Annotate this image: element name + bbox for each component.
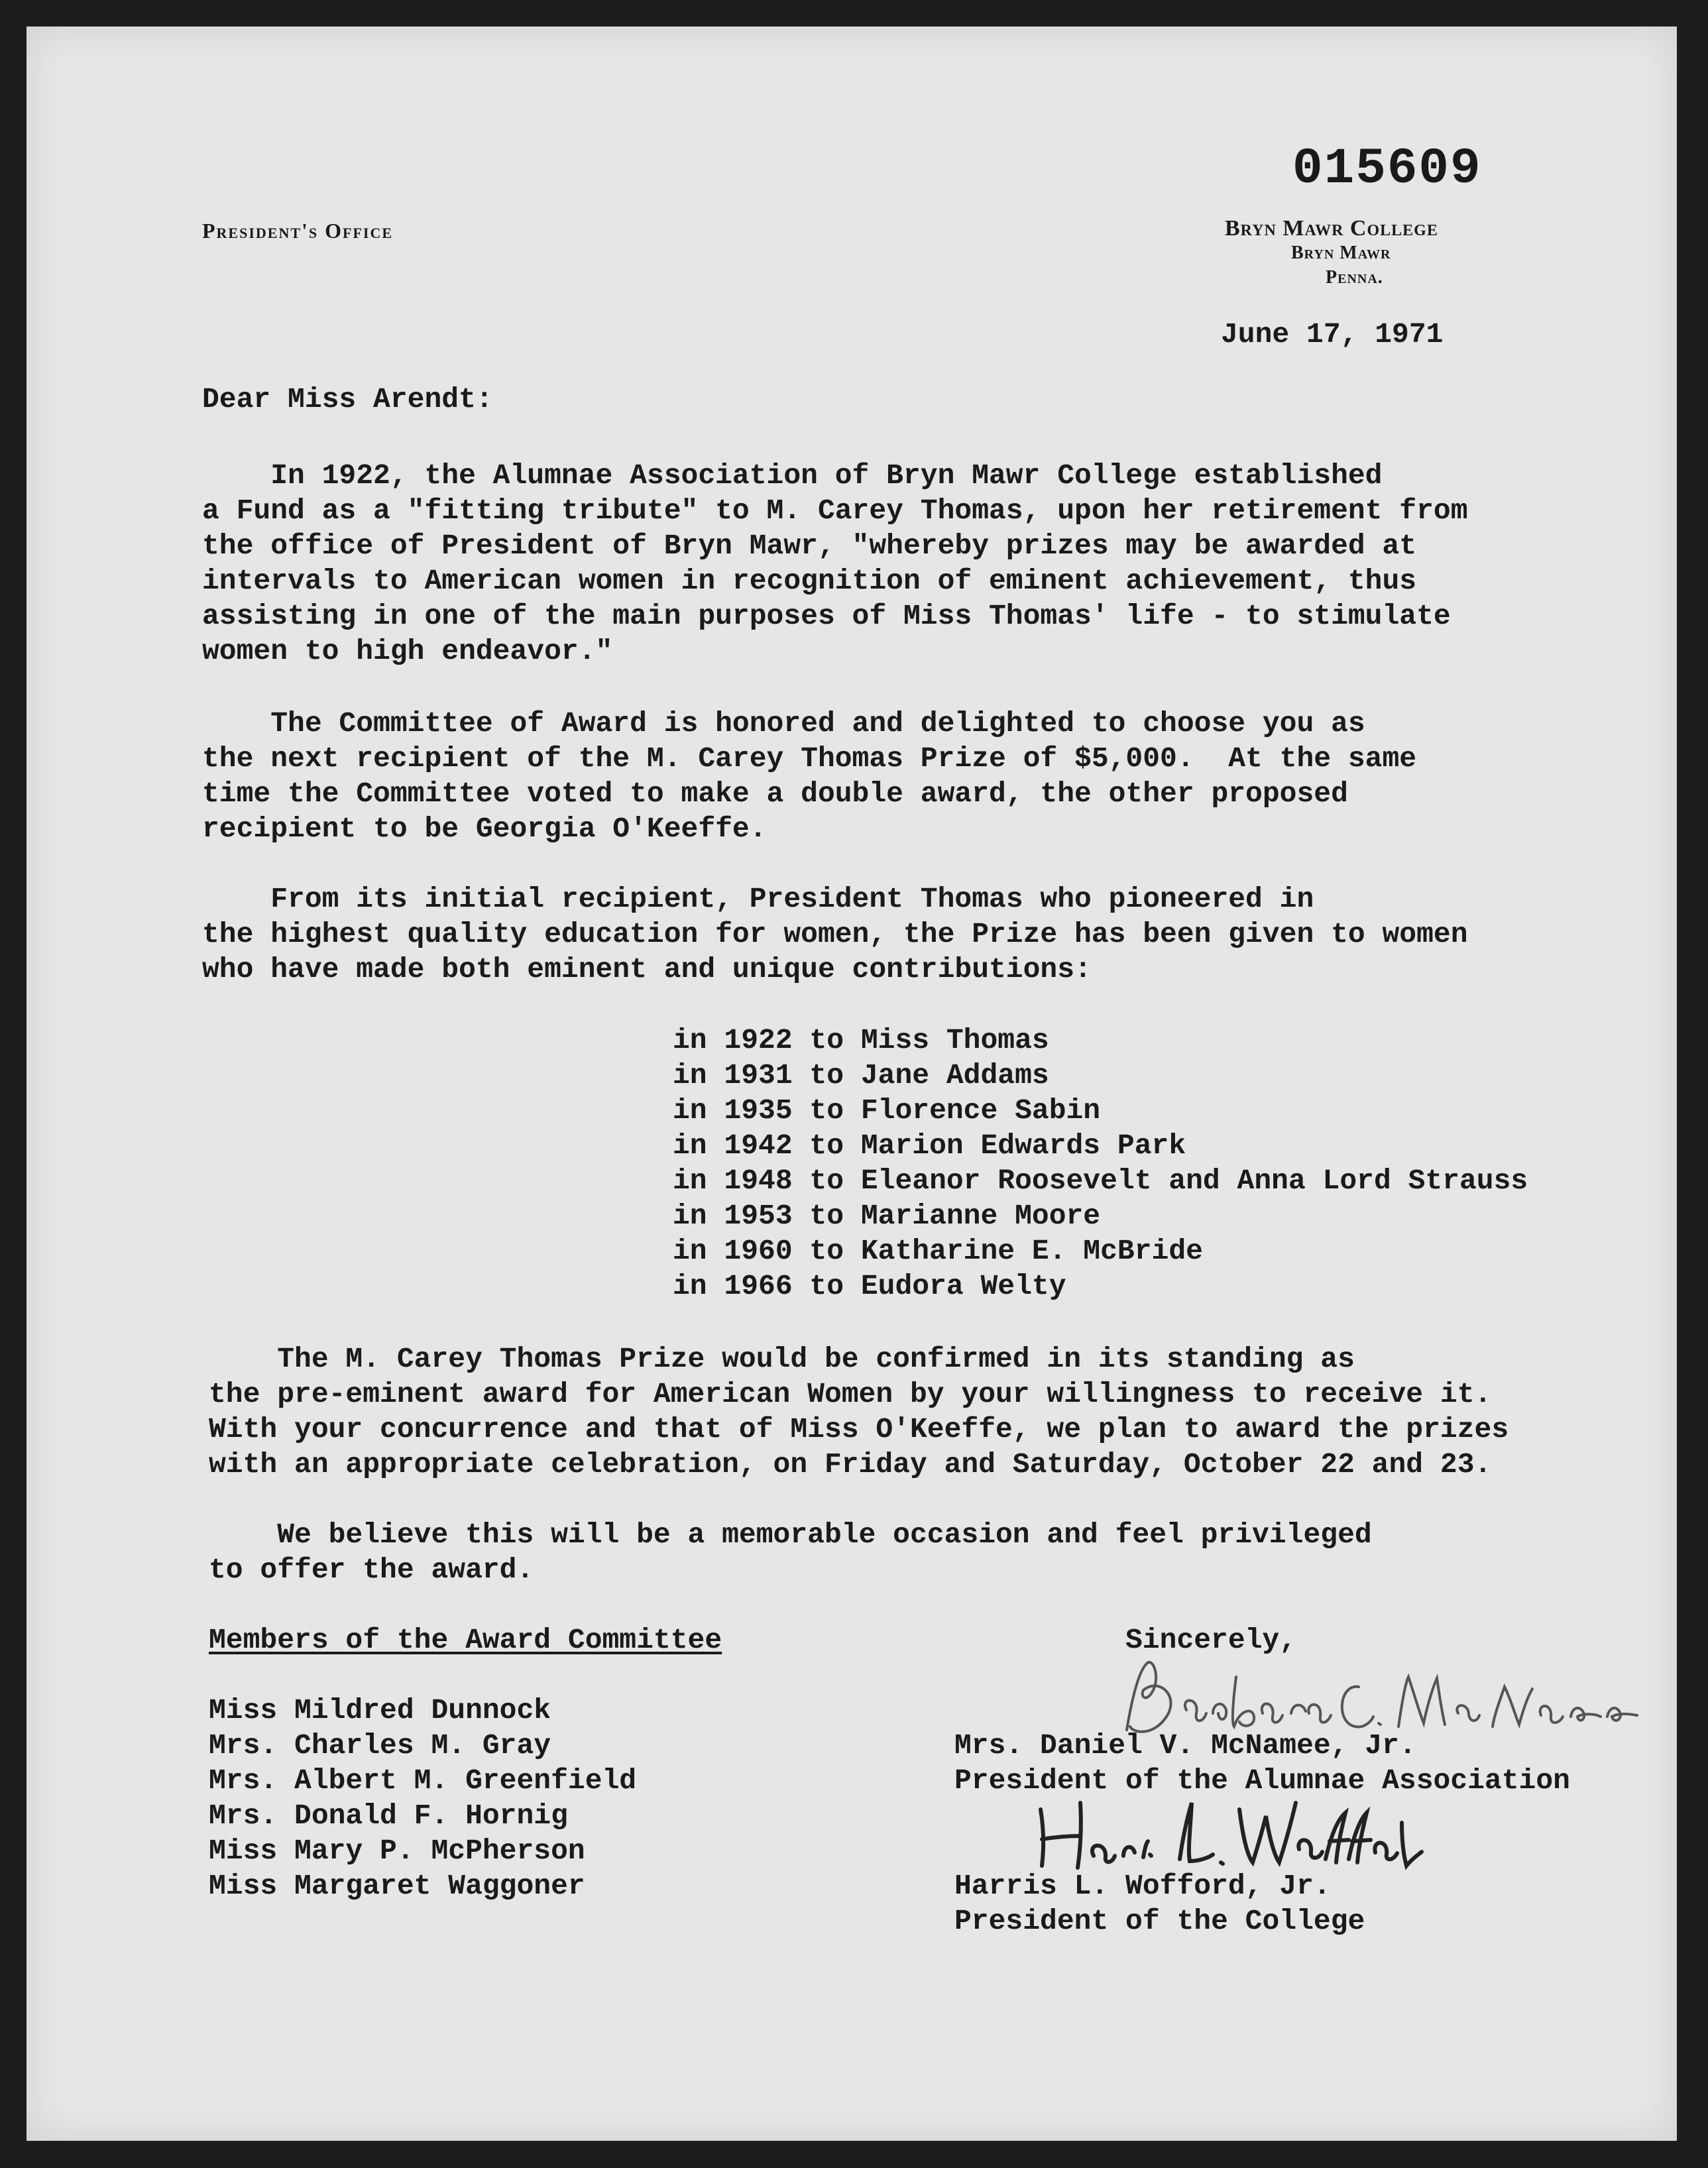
paragraph1-line: intervals to American women in recognition of eminent achievement, thus <box>202 565 1417 597</box>
paragraph4-line: The M. Carey Thomas Prize would be confirmed in its standing as <box>209 1343 1355 1375</box>
paragraph3-line: the highest quality education for women, the Prize has been given to women <box>202 918 1468 950</box>
recipient-item: in 1942 to Marion Edwards Park <box>673 1129 1186 1162</box>
paragraph3-line: who have made both eminent and unique contributions: <box>202 953 1092 986</box>
recipient-item: in 1935 to Florence Sabin <box>673 1094 1101 1127</box>
letterhead-state: Penna. <box>1326 267 1383 288</box>
paragraph2-line: The Committee of Award is honored and delighted to choose you as <box>202 707 1365 740</box>
paragraph4-line: With your concurrence and that of Miss O'Keeffe, we plan to award the prizes <box>209 1413 1509 1446</box>
committee-member: Mrs. Charles M. Gray <box>209 1729 551 1762</box>
letterhead-town: Bryn Mawr <box>1291 243 1391 263</box>
paragraph1-line: the office of President of Bryn Mawr, "whereby prizes may be awarded at <box>202 530 1417 562</box>
letter-date: June 17, 1971 <box>1221 318 1444 351</box>
committee-member: Miss Mary P. McPherson <box>209 1835 585 1867</box>
document-number: 015609 <box>1292 141 1482 198</box>
committee-heading: Members of the Award Committee <box>209 1624 722 1656</box>
recipient-item: in 1966 to Eudora Welty <box>673 1270 1066 1302</box>
paragraph2-line: recipient to be Georgia O'Keeffe. <box>202 813 767 845</box>
letterhead-office: President's Office <box>202 219 394 243</box>
paragraph4-line: the pre-eminent award for American Women by your willingness to receive it. <box>209 1378 1492 1410</box>
recipient-item: in 1922 to Miss Thomas <box>673 1024 1049 1056</box>
recipient-item: in 1948 to Eleanor Roosevelt and Anna Lord Strauss <box>673 1165 1528 1197</box>
paragraph1-line: assisting in one of the main purposes of Miss Thomas' life - to stimulate <box>202 600 1451 632</box>
paragraph2-line: the next recipient of the M. Carey Thomas Prize of $5,000. At the same <box>202 742 1417 775</box>
recipient-item: in 1960 to Katharine E. McBride <box>673 1235 1203 1267</box>
paragraph1-line: a Fund as a "fitting tribute" to M. Carey Thomas, upon her retirement from <box>202 494 1468 527</box>
signatory2-name: Harris L. Wofford, Jr. <box>954 1870 1331 1902</box>
committee-member: Miss Margaret Waggoner <box>209 1870 585 1902</box>
signatory2-title: President of the College <box>954 1905 1365 1937</box>
paragraph1-line: In 1922, the Alumnae Association of Bryn Mawr College established <box>202 459 1383 492</box>
recipient-item: in 1931 to Jane Addams <box>673 1059 1049 1092</box>
committee-member: Mrs. Albert M. Greenfield <box>209 1764 637 1797</box>
letterhead-college: Bryn Mawr College <box>1225 216 1438 241</box>
signatory1-name: Mrs. Daniel V. McNamee, Jr. <box>954 1729 1416 1762</box>
salutation: Dear Miss Arendt: <box>202 383 493 416</box>
paragraph5-line: to offer the award. <box>209 1554 534 1586</box>
committee-member: Miss Mildred Dunnock <box>209 1694 551 1727</box>
closing: Sincerely, <box>1125 1624 1297 1656</box>
paragraph5-line: We believe this will be a memorable occasion and feel privileged <box>209 1518 1372 1551</box>
recipient-item: in 1953 to Marianne Moore <box>673 1200 1101 1232</box>
signatory1-title: President of the Alumnae Association <box>954 1764 1570 1797</box>
committee-member: Mrs. Donald F. Hornig <box>209 1799 568 1832</box>
paragraph4-line: with an appropriate celebration, on Friday and Saturday, October 22 and 23. <box>209 1448 1492 1481</box>
paragraph1-line: women to high endeavor." <box>202 635 613 667</box>
paragraph3-line: From its initial recipient, President Thomas who pioneered in <box>202 883 1314 915</box>
paragraph2-line: time the Committee voted to make a double award, the other proposed <box>202 777 1348 810</box>
signature-wofford <box>1014 1783 1425 1882</box>
